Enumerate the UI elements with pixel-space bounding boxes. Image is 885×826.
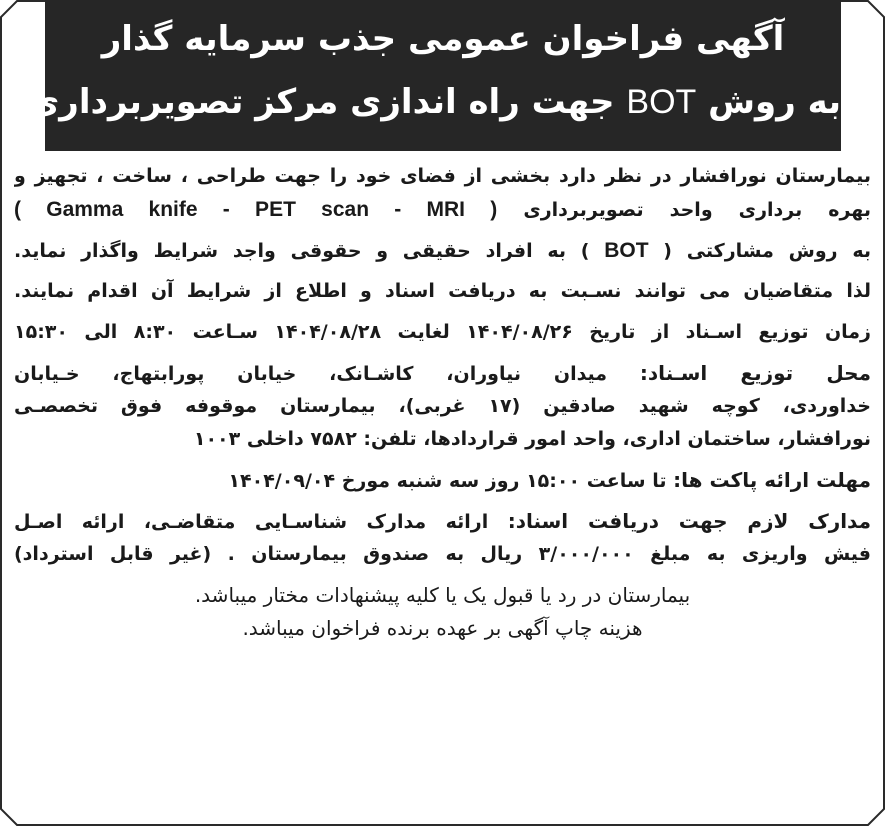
- intro-line-3-prefix: به روش مشارکتی (: [663, 240, 871, 262]
- required-docs-label: مدارک لازم جهت دریافت اسناد:: [507, 509, 871, 533]
- deadline-text: تا ساعت ۱۵:۰۰ روز سه شنبه مورخ ۱۴۰۴/۰۹/۰۴: [228, 470, 667, 492]
- required-docs-line-2: فیش واریزی به مبلغ ۳/۰۰۰/۰۰۰ ریال به صندوق بیمارستان . (غیر قابل استرداد): [14, 543, 871, 565]
- distribution-place-line-3: نورافشار، ساختمان اداری، واحد امور قراردادها، تلفن: ۷۵۸۲ داخلی ۱۰۰۳: [193, 428, 871, 450]
- header-title-method: BOT: [626, 83, 697, 121]
- intro-line-4: لذا متقاضیان می توانند نسـبت به دریافت اسناد و اطلاع از شرایط آن اقدام نمایند.: [14, 280, 871, 302]
- distribution-place-text-1: میدان نیاوران، کاشـانک، خیابان پورابتهاج، خـیابان: [14, 363, 608, 385]
- required-docs-text-1: ارائه مدارک شناسـایی متقاضـی، ارائه اصـل: [14, 511, 489, 533]
- intro-method: BOT: [604, 239, 649, 262]
- notice-header: [28, 0, 841, 151]
- header-title-line2-suffix: جهت راه اندازی مرکز تصویربرداری: [28, 82, 615, 122]
- deadline-label: مهلت ارائه پاکت ها:: [673, 468, 871, 492]
- header-title-line1: آگهی فراخوان عمومی جذب سرمایه گذار: [101, 19, 785, 59]
- intro-line-3: [14, 234, 871, 267]
- intro-line-2-text: بهره برداری واحد تصویربرداری: [523, 199, 871, 221]
- notice-body: [14, 160, 871, 645]
- intro-line-3-suffix: ) به افراد حقیقی و حقوقی واجد شرایط واگذار نماید.: [14, 240, 590, 262]
- distribution-place-label: محل توزیع اسـناد:: [639, 361, 871, 385]
- footer-line-2: هزینه چاپ آگهی بر عهده برنده فراخوان میباشد.: [242, 616, 643, 640]
- intro-line-1: بیمارستان نورافشار در نظر دارد بخشی از فضای خود را جهت طراحی ، ساخت ، تجهیز و: [14, 165, 871, 187]
- deadline-line: [14, 464, 871, 497]
- header-title-line2-prefix: به روش: [708, 82, 841, 122]
- intro-line-2: [14, 193, 871, 226]
- distribution-time: زمان توزیع اسـناد از تاریخ ۱۴۰۴/۰۸/۲۶ لغایت ۱۴۰۴/۰۸/۲۸ سـاعت ۸:۳۰ الی ۱۵:۳۰: [14, 321, 871, 343]
- distribution-place-line-2: خداوردی، کوچه شهید صادقین (۱۷ غربی)، بیمارستان موقوفه فوق تخصصـی: [14, 395, 871, 417]
- imaging-units: ( Gamma knife - PET scan - MRI ): [14, 198, 498, 221]
- required-docs-line-1: [14, 505, 871, 538]
- footer-line-1: بیمارستان در رد یا قبول یک یا کلیه پیشنهادات مختار میباشد.: [194, 583, 691, 607]
- distribution-place-line-1: [14, 357, 871, 390]
- header-title-line2: [28, 82, 841, 122]
